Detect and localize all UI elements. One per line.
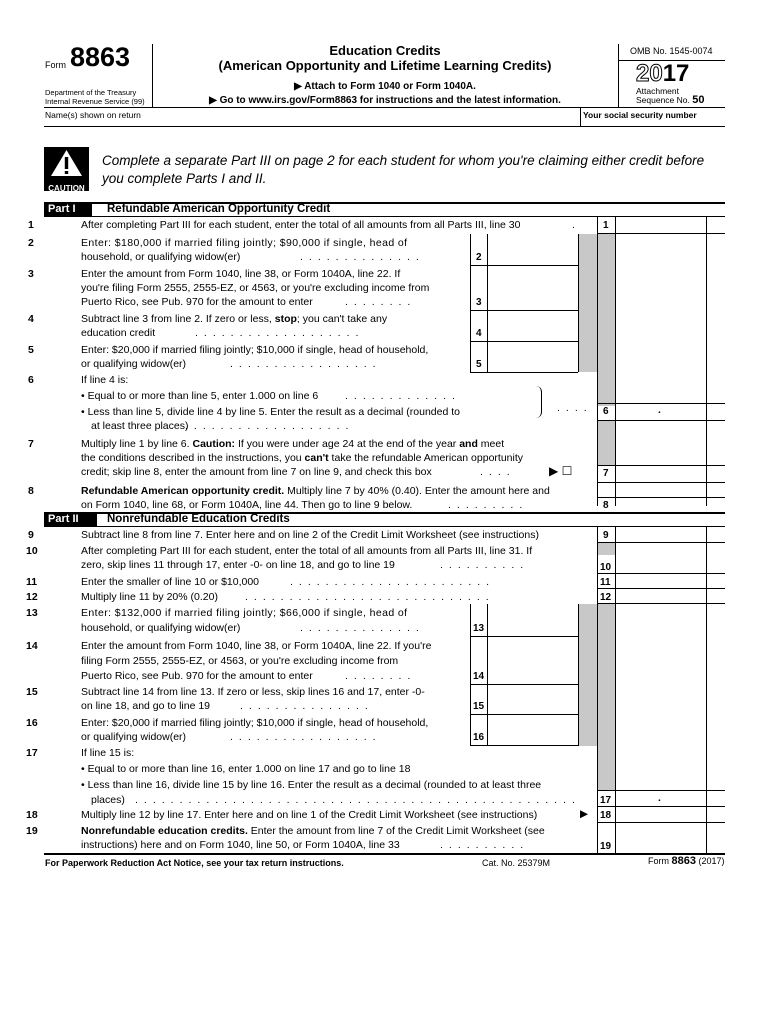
form-text: instructions) here and on Form 1040, line 50, or Form 1040A, line 33 bbox=[81, 839, 400, 851]
form-text: 18 bbox=[600, 810, 612, 821]
form-text: 7 bbox=[603, 468, 609, 479]
caution-text-1: Complete a separate Part III on page 2 for each student for whom you're claiming either credit before bbox=[102, 153, 705, 168]
form-text: Subtract line 8 from line 7. Enter here and on line 2 of the Credit Limit Worksheet (see instructions) bbox=[81, 529, 539, 541]
form-title: Education Credits bbox=[329, 43, 441, 58]
line-10-amount[interactable] bbox=[616, 556, 706, 573]
form-text: 1 bbox=[28, 219, 34, 231]
form-text: you're filing Form 2555, 2555-EZ, or 4563, or you're excluding income from bbox=[81, 282, 430, 294]
form-text: Form bbox=[648, 856, 669, 866]
line-7-checkbox[interactable]: ▶ ☐ bbox=[549, 464, 573, 478]
line-14-amount[interactable] bbox=[488, 668, 577, 684]
names-label: Name(s) shown on return bbox=[45, 110, 141, 120]
line-17-amount[interactable] bbox=[616, 791, 706, 806]
part2-tag: Part II bbox=[44, 513, 97, 526]
form-text: Multiply line 11 by 20% (0.20) bbox=[81, 591, 218, 603]
form-text: the conditions described in the instructions, you bbox=[81, 452, 305, 464]
form-text: 16 bbox=[473, 732, 485, 743]
line-4-amount[interactable] bbox=[488, 325, 577, 341]
form-text: 15 bbox=[26, 686, 38, 698]
form-text: zero, skip lines 11 through 17, enter -0- on line 18, and go to line 19 bbox=[81, 559, 395, 571]
form-text: 6 bbox=[28, 374, 34, 386]
caution-text-2: you complete Parts I and II. bbox=[102, 171, 267, 186]
form-text: 5 bbox=[28, 344, 34, 356]
form-text: Enter: $180,000 if married filing jointly; $90,000 if single, head of bbox=[81, 237, 408, 249]
form-text: Multiply line 1 by line 6. bbox=[81, 438, 193, 450]
form-text: 16 bbox=[26, 717, 38, 729]
form-text: 50 bbox=[692, 94, 705, 106]
tax-year bbox=[636, 61, 689, 87]
line-13-amount[interactable] bbox=[488, 620, 577, 636]
form-text: 18 bbox=[26, 809, 38, 821]
irs-label bbox=[45, 97, 145, 106]
form-text: 2 bbox=[28, 237, 34, 249]
form-text: credit; skip line 8, enter the amount from line 7 on line 9, and check this box bbox=[81, 466, 432, 478]
form-text: If you were under age 24 at the end of the year bbox=[235, 438, 460, 450]
ssn-label: Your social security number bbox=[583, 110, 697, 120]
form-text: 8 bbox=[603, 500, 609, 511]
form-text: • Equal to or more than line 5, enter 1.000 on line 6 bbox=[81, 390, 319, 402]
form-word: Form bbox=[45, 60, 66, 70]
form-text: 1 bbox=[603, 220, 609, 231]
attach-instruction: ▶ Attach to Form 1040 or Form 1040A. bbox=[294, 81, 476, 92]
form-text: or qualifying widow(er) bbox=[81, 731, 187, 743]
form-text: 14 bbox=[26, 640, 38, 652]
form-text: household, or qualifying widow(er) bbox=[81, 622, 241, 634]
form-text: 10 bbox=[26, 545, 38, 557]
form-text: 13 bbox=[473, 623, 485, 634]
form-text: filing Form 2555, 2555-EZ, or 4563, or you're excluding income from bbox=[81, 655, 399, 667]
form-text: Refundable American opportunity credit. bbox=[81, 485, 285, 497]
line-8-amount[interactable] bbox=[616, 498, 706, 512]
form-text: Multiply line 12 by line 17. Enter here and on line 1 of the Credit Limit Worksheet (see instructions) bbox=[81, 809, 538, 821]
line-9-amount[interactable] bbox=[616, 527, 706, 542]
form-text: 11 bbox=[26, 576, 38, 588]
form-text: Puerto Rico, see Pub. 970 for the amount to enter bbox=[81, 670, 313, 682]
form-text: Enter the amount from line 7 of the Credit Limit Worksheet (see bbox=[247, 825, 545, 837]
form-text: 20 bbox=[636, 60, 663, 87]
line-16-amount[interactable] bbox=[488, 729, 577, 745]
line-11-amount[interactable] bbox=[616, 574, 706, 588]
line-12-amount[interactable] bbox=[616, 589, 706, 603]
line-6-amount[interactable] bbox=[616, 404, 706, 420]
form-text: Enter the amount from Form 1040, line 38, or Form 1040A, line 22. If you're bbox=[81, 640, 432, 652]
form-text: • Less than line 16, divide line 15 by line 16. Enter the result as a decimal (rounded to at least three bbox=[81, 779, 542, 791]
form-subtitle: (American Opportunity and Lifetime Learning Credits) bbox=[218, 58, 552, 73]
form-text: 2 bbox=[476, 252, 482, 263]
form-text: take the refundable American opportunity bbox=[328, 452, 524, 464]
form-text: 9 bbox=[603, 530, 609, 541]
line-18-amount[interactable] bbox=[616, 807, 706, 822]
form-text: 12 bbox=[26, 591, 38, 603]
form-text: Caution: bbox=[192, 438, 236, 450]
form-text: 12 bbox=[600, 592, 612, 603]
form-text: 13 bbox=[26, 607, 38, 619]
form-text: 3 bbox=[476, 297, 482, 308]
form-text: ; you can't take any bbox=[296, 313, 388, 325]
paperwork-notice: For Paperwork Reduction Act Notice, see your tax return instructions. bbox=[45, 858, 344, 868]
line-5-amount[interactable] bbox=[488, 356, 577, 372]
form-text: or qualifying widow(er) bbox=[81, 358, 187, 370]
sequence-label bbox=[636, 95, 705, 106]
form-text: 17 bbox=[662, 60, 690, 87]
form-text: CAUTION bbox=[48, 184, 85, 193]
part2-title: Nonrefundable Education Credits bbox=[107, 513, 290, 525]
line-19-amount[interactable] bbox=[616, 837, 706, 853]
dept-treasury: Department of the Treasury bbox=[45, 88, 137, 97]
form-text: at least three places) bbox=[91, 420, 189, 432]
form-text: education credit bbox=[81, 327, 156, 339]
line-1-amount[interactable] bbox=[616, 217, 706, 233]
part1-title: Refundable American Opportunity Credit bbox=[107, 203, 331, 215]
form-text: If line 4 is: bbox=[81, 374, 129, 386]
goto-instruction: ▶ Go to www.irs.gov/Form8863 for instructions and the latest information. bbox=[209, 95, 561, 106]
caution-icon bbox=[44, 147, 89, 191]
form-text: (2017) bbox=[698, 856, 725, 866]
form-text: stop bbox=[274, 313, 297, 325]
form-text: household, or qualifying widow(er) bbox=[81, 251, 241, 263]
form-text: 7 bbox=[28, 438, 34, 450]
form-text: (99) bbox=[131, 97, 145, 106]
form-text: 4 bbox=[476, 328, 482, 339]
line-7-amount[interactable] bbox=[616, 466, 706, 482]
form-text: Multiply line 7 by 40% (0.40). Enter the amount here and bbox=[284, 485, 550, 497]
form-text: 8863 bbox=[671, 855, 696, 867]
form-text: 10 bbox=[600, 562, 612, 573]
form-text: meet bbox=[477, 438, 505, 450]
form-text: 9 bbox=[28, 529, 34, 541]
form-text: on Form 1040, line 68, or Form 1040A, line 44. Then go to line 9 below. bbox=[81, 499, 413, 511]
form-text: Nonrefundable education credits. bbox=[81, 825, 248, 837]
omb-number: OMB No. 1545-0074 bbox=[630, 46, 713, 56]
form-text: If line 15 is: bbox=[81, 747, 135, 759]
form-text: Enter: $20,000 if married filing jointly; $10,000 if single, head of household, bbox=[81, 344, 429, 356]
line-3-amount[interactable] bbox=[488, 294, 577, 310]
form-text: 17 bbox=[26, 747, 38, 759]
form-text: • Equal to or more than line 16, enter 1.000 on line 17 and go to line 18 bbox=[81, 763, 411, 775]
bracket bbox=[533, 386, 542, 418]
form-text: 5 bbox=[476, 359, 482, 370]
form-text: • Less than line 5, divide line 4 by line 5. Enter the result as a decimal (rounded to bbox=[81, 406, 460, 418]
form-text: 8 bbox=[28, 485, 34, 497]
line-17-decimal: . bbox=[658, 792, 661, 804]
form-text: ▶ bbox=[580, 808, 589, 820]
form-text: 11 bbox=[600, 577, 611, 588]
form-text: Sequence No. bbox=[636, 95, 690, 105]
cat-number: Cat. No. 25379M bbox=[482, 858, 551, 868]
form-text: Internal Revenue Service bbox=[45, 97, 130, 106]
form-text: 4 bbox=[28, 313, 34, 325]
form-text: 19 bbox=[600, 841, 612, 852]
line-15-amount[interactable] bbox=[488, 698, 577, 714]
part1-tag: Part I bbox=[44, 203, 92, 216]
form-text: places) bbox=[91, 794, 125, 806]
line-6-decimal: . bbox=[658, 404, 661, 416]
form-text: and bbox=[459, 438, 478, 450]
form-text: Enter: $20,000 if married filing jointly; $10,000 if single, head of household, bbox=[81, 717, 429, 729]
form-text: Enter the amount from Form 1040, line 38, or Form 1040A, line 22. If bbox=[81, 268, 401, 280]
form-text: Puerto Rico, see Pub. 970 for the amount to enter bbox=[81, 296, 313, 308]
form-text: 19 bbox=[26, 825, 38, 837]
form-text: can't bbox=[304, 452, 329, 464]
form-text: 3 bbox=[28, 268, 34, 280]
form-text: Subtract line 3 from line 2. If zero or less, bbox=[81, 313, 275, 325]
form-text: 14 bbox=[473, 671, 485, 682]
form-text: After completing Part III for each student, enter the total of all amounts from all Parts III, line 31. If bbox=[81, 545, 533, 557]
footer-form-id bbox=[648, 855, 725, 868]
form-text: Enter the smaller of line 10 or $10,000 bbox=[81, 576, 260, 588]
form-text: After completing Part III for each student, enter the total of all amounts from all Parts III, line 30 bbox=[81, 219, 521, 231]
form-number: 8863 bbox=[70, 42, 131, 72]
form-text: on line 18, and go to line 19 bbox=[81, 700, 211, 712]
form-text: 15 bbox=[473, 701, 485, 712]
form-text: Enter: $132,000 if married filing jointly; $66,000 if single, head of bbox=[81, 607, 408, 619]
attachment-label: Attachment bbox=[636, 86, 679, 96]
form-text: 6 bbox=[603, 406, 609, 417]
form-text: Subtract line 14 from line 13. If zero or less, skip lines 16 and 17, enter -0- bbox=[81, 686, 425, 698]
line-2-amount[interactable] bbox=[488, 249, 577, 265]
form-text: 17 bbox=[600, 795, 612, 806]
